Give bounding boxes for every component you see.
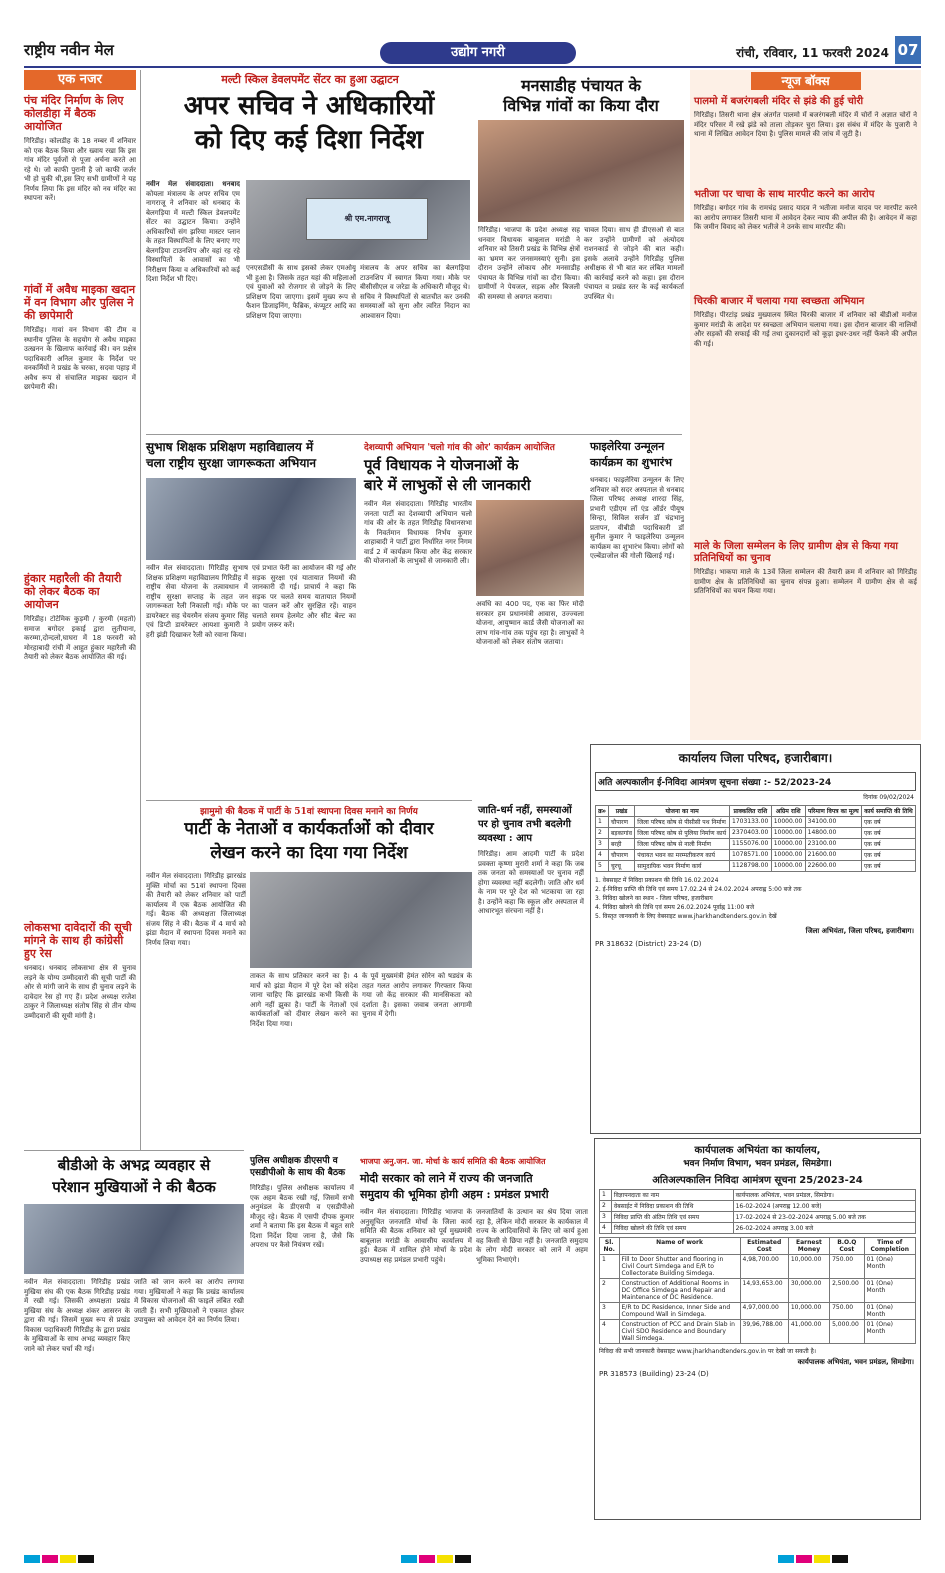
tender2-info-table (599, 1189, 916, 1234)
table-cell: चौपारण (608, 850, 634, 861)
table-cell: 1078571.00 (730, 850, 772, 861)
table-cell: 01 (One) Month (864, 1320, 915, 1344)
table-row (600, 1223, 916, 1234)
deshvyapi-body-col1: नवीन मेल संवाददाता। गिरिडीह भारतीय जनता पार्टी का देशव्यापी अभियान चलो गांव की ओर के तहत गिरिडीह विधानसभा के निवर्तमान विधायक निर्भय कुमार शाहाबादी ने पार्टी द्वारा निर्धारित नगर निगम वार्ड 2 में कार्यक्रम किया और केंद्र सरकार की योजनाओं के लाभुकों से जानकारी ली। (364, 500, 472, 565)
table-cell: Construction of Additional Rooms in DC Office Simdega and Repair and Maintenance of DC Residence. (619, 1279, 740, 1303)
police-headline-line2: एसडीपीओ के साथ की बैठक (250, 1168, 345, 1178)
table-cell: सामुदायिक भवन निर्माण कार्य (635, 861, 730, 872)
brief-headline: लोकसभा दावेदारों की सूची मांगने के साथ ही कांग्रेसी हुए रेस (24, 921, 132, 960)
table-header-cell: अग्रिम राशि (771, 806, 805, 817)
jmm-body-col1: नवीन मेल संवाददाता। गिरिडीह झारखंड मुक्ति मोर्चा का 51वां स्थापना दिवस की तैयारी को लेकर शनिवार को पार्टी कार्यालय में एक बैठक आयोजित की गई। बैठक की अध्यक्षता जिलाध्यक्ष संजय सिंह ने की। बैठक में 4 मार्च को झंडा मैदान में स्थापना दिवस मनाने का निर्णय लिया गया। (146, 872, 246, 947)
table-header-cell: योजना का नाम (635, 806, 730, 817)
lead-photo (246, 180, 470, 260)
table-cell: 2370403.00 (730, 828, 772, 839)
jmm-kicker: झामुमो की बैठक में पार्टी के 51वां स्थापना दिवस मनाने का निर्णय (200, 807, 418, 817)
news-box-body: गिरिडीह। तिसरी थाना क्षेत्र अंतर्गत पालमो में बजरंगबली मंदिर में चोरों ने अज्ञात चोरों ने मंदिर परिसर में रखे झंडे को ताला तोड़कर चुरा लिया। इस संबंध में मंदिर के पुजारी ने थाना में लिखित आवेदन दिया है। पुलिस मामले की जांच में जुटी है। (694, 111, 917, 138)
table-cell: 10000.00 (771, 861, 805, 872)
jati-headline-line2: पर हो चुनाव तभी बदलेगी (478, 819, 571, 830)
filariya-headline-line2: कार्यक्रम का शुभारंभ (590, 456, 672, 469)
mansadih-body-col2: चावल दिया। साथ ही डीएसओ से बात कर उन्होंने ग्रामीणों को अंत्योदय राशनकार्ड से जोड़ने की बात कही। इसके अलावे उन्होंने गिरिडीह पुलिस अधीक्षक से भी बात कर लंबित मामलों की कार्रवाई करने को कहा। इस दौरान पंचायत व प्रखंड स्तर के कई कार्यकर्ता उपस्थित थे। (584, 226, 684, 301)
table-cell: 1 (600, 1190, 612, 1201)
tender2-signoff: कार्यपालक अभियंता, भवन प्रमंडल, सिमडेगा। (797, 1358, 914, 1366)
news-box-body: गिरिडीह। बगोदर गांव के रामचंद्र प्रसाद यादव ने भतीजा मनोज यादव पर मारपीट करने का आरोप लगाकर तिसरी थाना में आवेदन देकर न्याय की अपील की है। आवेदन में कहा कि जमीन विवाद को लेकर भतीजे ने उनके साथ मारपीट की। (694, 204, 917, 231)
deshvyapi-photo (476, 500, 584, 596)
table-cell: जिला परिषद कोष से नाली निर्माण (635, 839, 730, 850)
table-cell: 01 (One) Month (864, 1279, 915, 1303)
table-row (596, 817, 916, 828)
table-row (600, 1201, 916, 1212)
lead-dateline: नवीन मेल संवाददाता। धनबाद (146, 180, 240, 188)
tender-note: 1. वेबसाइट में निविदा प्रकाशन की तिथि 16.02.2024 (595, 877, 719, 884)
table-cell: 17-02-2024 से 23-02-2024 अपराह्न 5.00 बजे तक (733, 1212, 915, 1223)
table-cell: जिला परिषद कोष से पीसीसी पथ निर्माण (635, 817, 730, 828)
jati-headline-line1: जाति-धर्म नहीं, समस्याओं (478, 805, 572, 816)
table-cell: जिला परिषद कोष से पुलिया निर्माण कार्य (635, 828, 730, 839)
color-registration-strip (24, 1548, 921, 1558)
table-header-cell: Estimated Cost (740, 1238, 788, 1255)
table-row (596, 828, 916, 839)
table-cell: 3 (596, 839, 609, 850)
jmm-headline-line1: पार्टी के नेताओं व कार्यकर्ताओं को दीवार (184, 819, 434, 839)
subhash-body-col2: एवं प्रभात फेरी का आयोजन की गई और सड़क सुरक्षा एवं यातायात नियमों की जानकारी दी गई। प्राचार्य ने कहा कि सड़क पर चलते समय यातायात नियमों का पालन करें और सुरक्षित रहें। वाहन चलाते समय हेलमेट और सीट बेल्ट का प्रयोग जरूर करें। (252, 564, 356, 629)
tender-notice-simdega (594, 1138, 921, 1520)
table-cell: 16-02-2024 (अपराह्न 12.00 बजे) (733, 1201, 915, 1212)
page-number: 07 (895, 36, 921, 64)
bdo-photo (24, 1204, 244, 1274)
tender-ref: PR 318632 (District) 23-24 (D) (595, 940, 702, 948)
tender-notice-hazaribag (590, 744, 921, 1134)
modi-body-col1: नवीन मेल संवाददाता। गिरिडीह भाजपा के अनुसूचित जनजाति मोर्चा के जिला कार्य समिति की बैठक शनिवार को पूर्व मुख्यमंत्री बाबूलाल मरांडी के आवासीय कार्यालय में हुई। बैठक में शामिल होने मोर्चा के प्रदेश उपाध्यक्ष सह प्रमंडल प्रभारी पहुंचे। (360, 1208, 472, 1264)
tender-note: 5. विस्तृत जानकारी के लिए वेबसाइट www.jharkhandtenders.gov.in देखें (595, 913, 777, 920)
table-cell: 4 (600, 1223, 612, 1234)
table-header-cell: प्राक्कलित राशि (730, 806, 772, 817)
deshvyapi-kicker: देशव्यापी अभियान 'चलो गांव की ओर' कार्यक्रम आयोजित (364, 443, 555, 453)
table-cell: 4 (596, 850, 609, 861)
tender-note: 3. निविदा खोलने का स्थान - जिला परिषद, हजारीबाग (595, 895, 713, 902)
table-cell: 10,000.00 (788, 1303, 829, 1320)
table-cell: 30,000.00 (788, 1279, 829, 1303)
bdo-body-col1: नवीन मेल संवाददाता। गिरिडीह प्रखंड मुखिया संघ की एक बैठक गिरिडीह प्रखंड में रखी गई। जिसकी अध्यक्षता प्रखंड मुखिया संघ के अध्यक्ष शंकर आसरन के द्वारा की गई। जिसमें मुख्य रूप से प्रखंड विकास पदाधिकारी गिरिडीह के द्वारा प्रखंड के मुखियाओं के साथ अभद्र व्यवहार किए जाने को लेकर चर्चा की गई। (24, 1278, 130, 1353)
brief-headline: हुंकार महारैली की तैयारी को लेकर बैठक का आयोजन (24, 572, 122, 611)
jmm-body-col2: ताकत के साथ प्रतिकार करने का है। 4 मार्च को झंडा मैदान में पूरे देश को संदेश जाना चाहिए कि झारखंड कभी किसी के आगे नहीं झुका है। पार्टी के नेताओं एवं कार्यकर्ताओं को दीवार लेखन करने का निर्देश दिया गया। (250, 972, 358, 1028)
brief-body: गिरिडीह। गावां वन विभाग की टीम व स्थानीय पुलिस के सहयोग से अवैध माइका उत्खनन के खिलाफ कार्रवाई की। वन प्रक्षेत्र पदाधिकारी अनिल कुमार के निर्देश पर वनकर्मियों ने प्रखंड के चरका, सदवा पहाड़ में अवैध रूप से संचालित माइका खदान में छापेमारी की। (24, 326, 136, 391)
table-cell: 2 (600, 1201, 612, 1212)
lead-body-text: कोयला मंत्रालय के अपर सचिव एम नागराजू ने शनिवार को धनबाद के बेलगड़िया में मल्टी स्किल डेवलपमेंट सेंटर का उद्घाटन किया। उन्होंने अधिकारियों संग झरिया मास्टर प्लान के तहत विस्थापितों के लिए बनाए गए बेलगड़िया टाउनशिप और वहां रह रहे विस्थापितों के आवासों का भी निरीक्षण किया व अधिकारियों को कई दिशा निर्देश भी दिए। (146, 189, 240, 283)
table-cell: 10000.00 (771, 839, 805, 850)
table-cell: विज्ञापनदाता का नाम (611, 1190, 733, 1201)
ek-nazar-label: एक नजर (24, 70, 136, 90)
newspaper-name: राष्ट्रीय नवीन मेल (24, 41, 114, 59)
brief-headline: पंच मंदिर निर्माण के लिए कोलडीहा में बैठक आयोजित (24, 94, 124, 133)
tender-note: 2. ई-निविदा प्राप्ति की तिथि एवं समय 17.02.24 से 24.02.2024 अपराह्न 5:00 बजे तक (595, 886, 802, 893)
news-box-headline: पालमो में बजरंगबली मंदिर से झंडे की हुई चोरी (694, 96, 864, 107)
table-cell: निविदा खोलने की तिथि एवं समय (611, 1223, 733, 1234)
brief-body: धनबाद। धनबाद लोकसभा क्षेत्र से चुनाव लड़ने के योग्य उम्मीदवारों की सूची पार्टी की ओर से मांगी जाने के साथ ही चुनाव लड़ने के दावेदार रेस हो गए हैं। प्रदेश अध्यक्ष राजेश ठाकुर ने जिलाध्यक्ष संतोष सिंह से तीन योग्य उम्मीदवारों की सूची मांगी है। (24, 964, 136, 1020)
lead-body-col1 (146, 180, 240, 428)
jmm-body-col3: के पूर्व मुख्यमंत्री हेमंत सोरेन को षड्यंत्र के तहत गलत आरोप लगाकर गिरफ्तार किया गया जो केंद्र सरकार की मानसिकता को दर्शाता है। इसका जवाब जनता आगामी चुनाव में देगी। (362, 972, 472, 1018)
modi-headline-line2: समुदाय की भूमिका होगी अहम : प्रमंडल प्रभारी (360, 1188, 549, 1201)
police-headline-line1: पुलिस अधीक्षक डीएसपी व (250, 1156, 338, 1166)
table-cell: 26-02-2024 अपराह्न 3.00 बजे (733, 1223, 915, 1234)
table-row (600, 1303, 916, 1320)
tender2-office-line2: भवन निर्माण विभाग, भवन प्रमंडल, सिमडेगा। (683, 1159, 832, 1169)
table-cell: 10000.00 (771, 850, 805, 861)
table-header-cell: परिमाण विपत्र का मूल्य (805, 806, 861, 817)
row-divider (146, 434, 682, 435)
table-cell: बड़कागांव (608, 828, 634, 839)
dateline: रांची, रविवार, 11 फरवरी 2024 (736, 46, 889, 60)
lead-headline-line2: को दिए कई दिशा निर्देश (194, 125, 424, 155)
mansadih-body-col1: गिरिडीह। भाजपा के प्रदेश अध्यक्ष सह धनवार विधायक बाबूलाल मरांडी ने शनिवार को तिसरी प्रखंड के विभिन्न क्षेत्रों का भ्रमण कर जनसमस्याएं सुनी। इस दौरान उन्होंने लोकाय और मनसाडीह पंचायत के विभिन्न गांवों का दौरा किया। ग्रामीणों ने पेयजल, सड़क और बिजली की समस्या से अवगत कराया। (478, 226, 580, 301)
table-cell: 750.00 (830, 1255, 864, 1279)
tender-signoff: जिला अभियंता, जिला परिषद, हजारीबाग। (805, 927, 914, 935)
table-header-cell: प्रखंड (608, 806, 634, 817)
table-cell: 3 (600, 1303, 620, 1320)
news-box-headline: माले के जिला सम्मेलन के लिए ग्रामीण क्षेत्र से किया गया प्रतिनिधियों का चुनाव (694, 541, 899, 564)
table-cell: 1 (596, 817, 609, 828)
section-title: उद्योग नगरी (380, 42, 576, 64)
lead-headline-line1: अपर सचिव ने अधिकारियों (183, 91, 435, 121)
brief-body: गिरिडीह। टोटेमिक कुड़मी / कुरमी (महतो) समाज बगोदर इकाई द्वारा लुतीयाना, करम्मा,दोन्दलो,घाघरा में 18 फरवरी को मोरहाबादी रांची में आहुत हुंकार महारैली की तैयारी को लेकर बैठक आयोजित की गई। (24, 615, 136, 661)
news-box-body: गिरिडीह। भाकपा माले के 13वें जिला सम्मेलन की तैयारी क्रम में शनिवार को गिरिडीह ग्रामीण क्षेत्र के प्रतिनिधियों का चुनाव संपन्न हुआ। सम्मेलन में ग्रामीण क्षेत्र से कई प्रतिनिधियों का चयन किया गया। (694, 568, 917, 595)
table-row (596, 861, 916, 872)
table-row (600, 1279, 916, 1303)
table-header-cell: B.O.Q Cost (830, 1238, 864, 1255)
filariya-headline-line1: फाइलेरिया उन्मूलन (590, 440, 665, 453)
lead-kicker: मल्टी स्किल डेवलपमेंट सेंटर का हुआ उद्घाटन (221, 73, 399, 86)
tender-office: कार्यालय जिला परिषद, हजारीबाग। (678, 751, 833, 765)
news-box-label: न्यूज बॉक्स (751, 72, 861, 90)
table-cell: चुरचू (608, 861, 634, 872)
brief-body: गिरिडीह। कोलडीह के 18 नम्बर में शनिवार को एक बैठक किया और ख्वाय रखा कि इस गांव मंदिर पूर्वजों से पूजा अर्चना करते आ रहे थे। जो काफी पुरानी है जो काफी जर्जर भी हो चुकी थी,इस लिए सभी ग्रामीणों ने यह निर्णय लिया कि इस मंदिर को नव मंदिर का स्थापना करें। (24, 137, 136, 202)
police-body: गिरिडीह। पुलिस अधीक्षक कार्यालय में एक अहम बैठक रखी गई, जिसमें सभी अनुमंडल के डीएसपी व एसडीपीओ मौजूद रहे। बैठक में एसपी दीपक कुमार शर्मा ने बताया कि इस बैठक में बहुत सारे दिशा निर्देश दिया जाना है, जैसे कि अपराध पर कैसे नियंत्रण रखें। (250, 1184, 354, 1249)
table-cell: 10,000.00 (788, 1255, 829, 1279)
filariya-body: धनबाद। फाइलेरिया उन्मूलन के लिए शनिवार को सदर अस्पताल से धनबाद जिला परिषद अध्यक्ष शारदा सिंह, प्रभारी एडीएम लॉ एंड ऑर्डर पीयूष सिन्हा, सिविल सर्जन डॉ चंद्रभानु प्रतापन, वीबीडी पदाधिकारी डॉ सुनील कुमार ने फाइलेरिया उन्मूलन कार्यक्रम का शुभारंभ किया। लोगों को एल्बेंडाजोल की गोली खिलाई गई। (590, 476, 684, 560)
table-cell: 14800.00 (805, 828, 861, 839)
bdo-headline-line1: बीडीओ के अभद्र व्यवहार से (57, 1156, 211, 1174)
table-cell: 2 (600, 1279, 620, 1303)
table-cell: 39,96,788.00 (740, 1320, 788, 1344)
table-row (600, 1255, 916, 1279)
deshvyapi-headline-line2: बारे में लाभुकों से ली जानकारी (364, 476, 531, 494)
table-cell: 01 (One) Month (864, 1303, 915, 1320)
table-header-cell: Sl. No. (600, 1238, 620, 1255)
table-row (600, 1212, 916, 1223)
table-cell: 2,500.00 (830, 1279, 864, 1303)
tender-table (595, 805, 916, 872)
table-cell: 4 (600, 1320, 620, 1344)
table-cell: चौपारण (608, 817, 634, 828)
table-cell: 10000.00 (771, 828, 805, 839)
subhash-headline-line2: चला राष्ट्रीय सुरक्षा जागरूकता अभियान (146, 456, 317, 470)
news-box-body: गिरिडीह। पीरटांड़ प्रखंड मुख्यालय स्थित चिरकी बाजार में शनिवार को बीडीओ मनोज कुमार मरांडी के आदेश पर स्वच्छता अभियान चलाया गया। इस दौरान बाजार की नालियों और सड़कों की सफाई की गई तथा दुकानदारों को कूड़ा इधर-उधर नहीं फेंकने की अपील की गई। (694, 311, 917, 348)
table-cell: 1 (600, 1255, 620, 1279)
table-cell: एक वर्ष (861, 817, 915, 828)
tender2-ref: PR 318573 (Building) 23-24 (D) (599, 1370, 709, 1378)
table-cell: 1128798.00 (730, 861, 772, 872)
table-cell: 3 (600, 1212, 612, 1223)
table-cell: एक वर्ष (861, 828, 915, 839)
table-cell: 41,000.00 (788, 1320, 829, 1344)
table-cell: 22600.00 (805, 861, 861, 872)
table-header-cell: क्र० (596, 806, 609, 817)
lead-body-col2: एनएसडीसी के साथ इसको लेकर एमओयू भी हुआ है। जिसके तहत यहां की महिलाओं एवं युवाओं को रोजगार से जोड़ने के लिए प्रशिक्षण दिया जाएगा। इसमें मुख्य रूप से फैशन डिजाइनिंग, फैब्रिक, कंप्यूटर आदि का प्रशिक्षण दिया जाएगा। (246, 264, 356, 320)
tender-notes (595, 876, 916, 921)
bdo-headline-line2: परेशान मुखियाओं ने की बैठक (52, 1178, 216, 1196)
mansadih-headline-line1: मनसाडीह पंचायत के (521, 76, 641, 95)
subhash-photo (146, 478, 356, 560)
tender2-title: अतिअल्पकालिन निविदा आमंत्रण सूचना 25/2023-24 (652, 1175, 863, 1186)
bdo-body-col2: जाति को जान करने का आरोप लगाया गया। मुखियाओं ने कहा कि प्रखंड कार्यालय में विकास योजनाओं की फाइलें लंबित रखी जाती हैं। सभी मुखियाओं ने एकमत होकर उपायुक्त को आवेदन देने का निर्णय लिया। (134, 1278, 244, 1324)
table-header-cell: Earnest Money (788, 1238, 829, 1255)
table-cell: वेबसाईट में निविदा प्रकाशन की तिथि (611, 1201, 733, 1212)
table-cell: निविदा प्राप्ति की अंतिम तिथि एवं समय (611, 1212, 733, 1223)
mansadih-photo (478, 120, 684, 222)
table-cell: 750.00 (830, 1303, 864, 1320)
news-box-headline: भतीजा पर चाचा के साथ मारपीट करने का आरोप (694, 189, 875, 200)
lead-body-col3: मंत्रालय के अपर सचिव का बेलगड़िया टाउनशिप में स्वागत किया गया। मौके पर बीसीसीएल व जरेडा के अधिकारी मौजूद थे। सचिव ने विस्थापितों से बातचीत कर उनकी समस्याओं को सुना और त्वरित निदान का आश्वासन दिया। (360, 264, 470, 320)
table-cell: 5 (596, 861, 609, 872)
table-header-cell: Name of work (619, 1238, 740, 1255)
mansadih-headline-line2: विभिन्न गांवों का किया दौरा (503, 96, 659, 115)
jmm-headline-line2: लेखन करने का दिया गया निर्देश (210, 843, 408, 863)
news-box (690, 70, 921, 740)
brief-headline: गांवों में अवैध माइका खदान में वन विभाग और पुलिस ने की छापेमारी (24, 283, 136, 322)
subhash-headline-line1: सुभाष शिक्षक प्रशिक्षण महाविद्यालय में (146, 440, 314, 454)
subhash-body-col1: नवीन मेल संवाददाता। गिरिडीह सुभाष शिक्षक प्रशिक्षण महाविद्यालय गिरिडीह में राष्ट्रीय सेवा योजना के तत्वावधान में राष्ट्रीय सुरक्षा सप्ताह के तहत जन जागरूकता रैली निकाली गई। मौके पर डायरेक्टर सह चेयरमैन संजय कुमार सिंह एवं डिप्टी डायरेक्टर आयशा कुमारी ने हरी झंडी दिखाकर रैली को रवाना किया। (146, 564, 248, 639)
tender2-office-line1: कार्यपालक अभियंता का कार्यालय, (694, 1145, 821, 1156)
table-cell: एक वर्ष (861, 861, 915, 872)
jati-headline-line3: व्यवस्था : आप (478, 833, 533, 844)
modi-headline-line1: मोदी सरकार को लाने में राज्य की जनजाति (360, 1172, 533, 1185)
table-cell: E/R to DC Residence, Inner Side and Compound Wall in Simdega. (619, 1303, 740, 1320)
row-divider (146, 800, 472, 801)
table-cell: 1703133.00 (730, 817, 772, 828)
table-cell: 4,98,700.00 (740, 1255, 788, 1279)
table-cell: बरही (608, 839, 634, 850)
table-header-cell: कार्य समाप्ति की तिथि (861, 806, 915, 817)
table-row (600, 1190, 916, 1201)
table-cell: 2 (596, 828, 609, 839)
table-cell: 5,000.00 (830, 1320, 864, 1344)
table-cell: 01 (One) Month (864, 1255, 915, 1279)
table-cell: 23100.00 (805, 839, 861, 850)
jmm-photo (250, 872, 472, 968)
ek-nazar-column (24, 94, 136, 1094)
table-cell: कार्यपालक अभियंता, भवन प्रमंडल, सिमडेगा। (733, 1190, 915, 1201)
deshvyapi-body-col2: अवधि का 400 पद, एक का फिर मोदी सरकार हम प्रधानमंत्री आवास, उज्ज्वला योजना, आयुष्मान कार्ड जैसी योजनाओं का लाभ गांव-गांव तक पहुंच रहा है। लाभुकों ने योजनाओं को लेकर संतोष जताया। (476, 600, 584, 646)
table-cell: 21600.00 (805, 850, 861, 861)
table-cell: Construction of PCC and Drain Slab in Civil SDO Residence and Boundary Wall Simdega. (619, 1320, 740, 1344)
column-divider (140, 70, 141, 1150)
table-cell: 10000.00 (771, 817, 805, 828)
tender-date: दिनांक 09/02/2024 (863, 794, 914, 801)
inauguration-banner: श्री एम.नागराजू (306, 198, 428, 240)
table-cell: एक वर्ष (861, 850, 915, 861)
jati-body: गिरिडीह। आम आदमी पार्टी के प्रदेश प्रवक्ता कृष्णा मुरारी शर्मा ने कहा कि जब तक जनता को समस्याओं पर चुनाव नहीं होगा व्यवस्था नहीं बदलेगी। जाति और धर्म के नाम पर पूरे देश को भटकाया जा रहा है। उन्होंने कहा कि स्कूल और अस्पताल में आधारभूत संरचना नहीं है। (478, 850, 584, 915)
tender-note: 4. निविदा खोलने की तिथि एवं समय 26.02.2024 पूर्वाह्न 11:00 बजे (595, 904, 755, 911)
table-cell: 34100.00 (805, 817, 861, 828)
table-cell: 4,97,000.00 (740, 1303, 788, 1320)
table-cell: 14,93,653.00 (740, 1279, 788, 1303)
modi-body-col2: जनजातियों के उत्थान का श्रेय दिया जाता रहा है, लेकिन मोदी सरकार के कार्यकाल में राज्य के आदिवासियों के लिए जो कार्य हुआ वह किसी से छिपा नहीं है। जनजाति समुदाय के लोग मोदी सरकार को लाने में अहम भूमिका निभाएंगे। (476, 1208, 588, 1264)
row-divider (24, 1150, 244, 1151)
modi-kicker: भाजपा अनु.जन. जा. मोर्चा के कार्य समिति की बैठक आयोजित (360, 1156, 546, 1166)
news-box-headline: चिरकी बाजार में चलाया गया स्वच्छता अभियान (694, 296, 865, 307)
table-cell: एक वर्ष (861, 839, 915, 850)
masthead-rule (24, 66, 921, 68)
table-cell: Fill to Door Shutter and flooring in Civil Court Simdega and E/R to Collectorate Building Simdega. (619, 1255, 740, 1279)
table-row (596, 850, 916, 861)
tender2-works-table (599, 1237, 916, 1344)
table-row (596, 839, 916, 850)
table-cell: पंचायत भवन का मरम्मतीकरण कार्य (635, 850, 730, 861)
tender-title: अति अल्पकालीन ई-निविदा आमंत्रण सूचना संख्या :- 52/2023-24 (595, 772, 916, 791)
tender2-footer: निविदा की सभी जानकारी वेबसाइट www.jharkhandtenders.gov.in पर देखी जा सकती है। (599, 1348, 817, 1355)
deshvyapi-headline-line1: पूर्व विधायक ने योजनाओं के (364, 456, 519, 474)
table-header-cell: Time of Completion (864, 1238, 915, 1255)
table-row (600, 1320, 916, 1344)
table-cell: 1155076.00 (730, 839, 772, 850)
